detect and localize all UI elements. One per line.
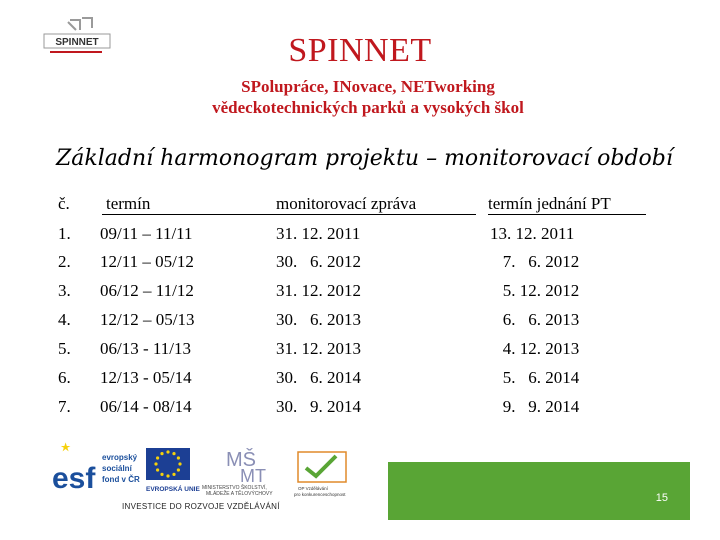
svg-text:esf: esf [52,462,96,495]
esf-label-3: fond v ČR [102,475,140,484]
row-meeting: 7. 6. 2012 [490,252,580,271]
row-number: 5. [58,339,71,358]
row-term: 12/11 – 05/12 [100,252,194,271]
table-row [58,397,678,423]
spinnet-logo-text: SPINNET [55,37,99,48]
row-report: 31. 12. 2012 [276,281,361,300]
section-heading: Základní harmonogram projektu – monitorovací období [56,146,673,171]
eu-flag-logo [146,448,200,493]
op-label-1: OP Vzdělávání [298,486,328,491]
msmt-label-2: MLÁDEŽE A TĚLOVÝCHOVY [206,491,273,497]
row-term: 12/13 - 05/14 [100,368,192,387]
esf-label-1: evropský [102,453,138,462]
row-number: 6. [58,368,71,387]
footer-green-box [388,462,690,520]
investice-text: INVESTICE DO ROZVOJE VZDĚLÁVÁNÍ [122,502,280,511]
row-term: 12/12 – 05/13 [100,310,195,329]
row-number: 4. [58,310,71,329]
table-row [58,339,678,365]
row-meeting: 13. 12. 2011 [490,224,575,243]
subtitle [0,76,720,118]
row-report: 30. 6. 2012 [276,252,361,271]
row-term: 06/12 – 11/12 [100,281,194,300]
table-row [58,252,678,278]
header-report: monitorovací zpráva [276,194,476,215]
header-number: č. [58,194,70,213]
row-report: 31. 12. 2011 [276,224,361,243]
msmt-label-1: MINISTERSTVO ŠKOLSTVÍ, [202,485,267,491]
msmt-logo [202,448,273,497]
subtitle-line-2: vědeckotechnických parků a vysokých škol [212,98,524,117]
op-label-2: pro konkurenceschopnost [294,492,346,497]
row-term: 06/14 - 08/14 [100,397,192,416]
svg-text:MŠ: MŠ [226,449,256,471]
row-number: 2. [58,252,71,271]
table-row [58,281,678,307]
row-meeting: 5. 6. 2014 [490,368,580,387]
op-logo [294,452,346,497]
eu-label: EVROPSKÁ UNIE [146,486,200,493]
table-row [58,368,678,394]
row-report: 31. 12. 2013 [276,339,361,358]
row-meeting: 4. 12. 2013 [490,339,580,358]
row-number: 7. [58,397,71,416]
row-term: 09/11 – 11/11 [100,224,193,243]
row-report: 30. 9. 2014 [276,397,361,416]
page-title: SPINNET [288,32,432,69]
row-number: 1. [58,224,71,243]
row-number: 3. [58,281,71,300]
header-meeting: termín jednání PT [488,194,646,215]
row-term: 06/13 - 11/13 [100,339,191,358]
row-meeting: 6. 6. 2013 [490,310,580,329]
header-term: termín [102,194,281,215]
table-row [58,310,678,336]
table-header-row [58,194,678,220]
table-row [58,224,678,250]
esf-label-2: sociální [102,464,132,473]
page-number: 15 [655,492,668,504]
subtitle-line-1: SPolupráce, INovace, NETworking [241,77,495,96]
svg-text:MT: MT [240,466,266,486]
row-report: 30. 6. 2014 [276,368,361,387]
row-meeting: 5. 12. 2012 [490,281,580,300]
esf-logo [50,442,140,495]
row-report: 30. 6. 2013 [276,310,361,329]
row-meeting: 9. 9. 2014 [490,397,580,416]
